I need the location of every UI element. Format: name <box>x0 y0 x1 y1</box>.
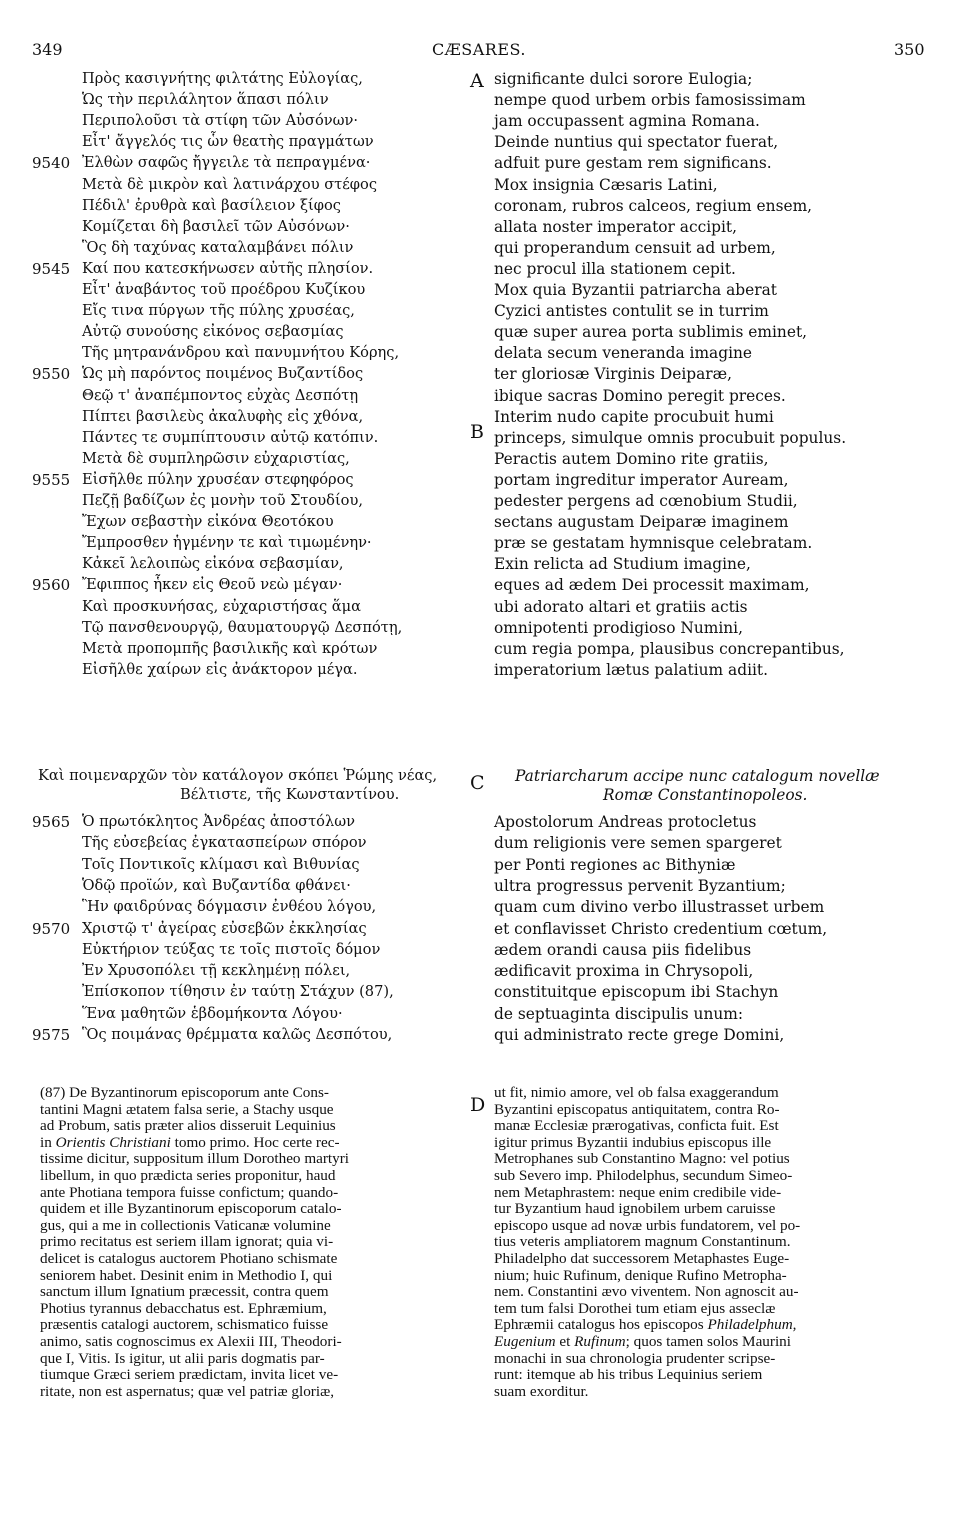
latin-verse-line: sectans augustam Deiparæ imaginem <box>494 513 789 531</box>
footnote-line: seniorem habet. Desinit enim in Methodio I, qui <box>40 1267 333 1284</box>
greek-verse-line: Καὶ προσκυνήσας, εὐχαριστήσας ἅμα <box>82 598 361 615</box>
greek-verse-line: Θεῷ τ' ἀναπέμποντος εὐχὰς Δεσπότῃ <box>82 387 359 404</box>
greek-verse-line: Ὃς ποιμάνας θρέμματα καλῶς Δεσπότου, <box>82 1026 393 1043</box>
footnote-line: tiumque Græci seriem prædictam, invita licet ve- <box>40 1366 339 1383</box>
footnote-line: nem. Constantini ævo viventem. Non agnoscit au- <box>494 1283 799 1300</box>
latin-verse-line: portam ingreditur imperator Auream, <box>494 471 789 489</box>
greek-verse-line: Κἀκεῖ λελοιπὼς εἰκόνα σεβασμίαν, <box>82 555 344 572</box>
greek-heading-line: Βέλτιστε, τῆς Κωνσταντίνου. <box>180 786 400 803</box>
margin-letter-c: C <box>470 772 485 794</box>
greek-verse-line: Ὁ πρωτόκλητος Ἀνδρέας ἀποστόλων <box>82 813 355 830</box>
latin-verse-line: nec procul illa stationem cepit. <box>494 260 736 278</box>
latin-verse-line: eques ad ædem Dei processit maximam, <box>494 576 810 594</box>
footnote-line: libellum, in quo prædicta series proponitur, haud <box>40 1167 336 1184</box>
latin-verse-line: nempe quod urbem orbis famosissimam <box>494 91 806 109</box>
footnote-line: suam exorditur. <box>494 1383 589 1400</box>
greek-verse-line: Ἣν φαιδρύνας δόγμασιν ἐνθέου λόγου, <box>82 898 377 915</box>
footnote-line: monachi in sua chronologia prudenter scripse- <box>494 1350 776 1367</box>
greek-verse-line: Πέδιλ' ἐρυθρὰ καὶ βασίλειον ξίφος <box>82 197 341 214</box>
footnote-line: tantini Magni ætatem falsa serie, a Stachy usque <box>40 1101 334 1118</box>
footnote-line: sanctum illum Ignatium præcessit, contra quem <box>40 1283 329 1300</box>
latin-verse-line: significante dulci sorore Eulogia; <box>494 70 753 88</box>
footnote-line: ritate, non est aspernatus; quæ vel patriæ gloriæ, <box>40 1383 334 1400</box>
latin-verse-line: cum regia pompa, plausibus concrepantibus, <box>494 640 845 658</box>
latin-verse-line: princeps, simulque omnis procubuit populus. <box>494 429 847 447</box>
latin-verse-line: delata secum veneranda imagine <box>494 344 753 362</box>
greek-verse-line: Ὡς τὴν περιλάλητον ἅπασι πόλιν <box>82 91 329 108</box>
footnote-line: tur Byzantium haud ignobilem urbem caruisse <box>494 1200 776 1217</box>
latin-verse-line: qui administrato recte grege Domini, <box>494 1026 785 1044</box>
greek-verse-line: Εἶτ' ἄγγελός τις ὧν θεατὴς πραγμάτων <box>82 133 374 150</box>
footnote-line: Metrophanes sub Constantino Magno: vel potius <box>494 1150 790 1167</box>
greek-verse-line: Ἐλθὼν σαφῶς ἤγγειλε τὰ πεπραγμένα· <box>82 154 371 171</box>
left-page-number: 349 <box>32 40 63 59</box>
greek-verse-line: Τῷ πανσθενουργῷ, θαυματουργῷ Δεσπότῃ, <box>82 619 403 636</box>
latin-verse-line: imperatorium lætus palatium adiit. <box>494 661 768 679</box>
verse-number: 9555 <box>32 471 71 489</box>
footnote-line: ad Probum, satis præter alios disseruit Lequinius <box>40 1117 336 1134</box>
greek-verse-line: Ἐν Χρυσοπόλει τῇ κεκλημένῃ πόλει, <box>82 962 351 979</box>
verse-number: 9565 <box>32 813 71 831</box>
latin-verse-line: jam occupassent agmina Romana. <box>494 112 760 130</box>
footnote-line: gus, qui a me in collectionis Vaticanæ volumine <box>40 1217 331 1234</box>
footnote-line: tem tum falsi Dorothei tum etiam ejus asseclæ <box>494 1300 776 1317</box>
latin-verse-line: qui properandum censuit ad urbem, <box>494 239 776 257</box>
footnote-line: sub Severo imp. Philodelphus, secundum Simeo- <box>494 1167 793 1184</box>
right-page-number: 350 <box>894 40 925 59</box>
greek-verse-line: Τῆς μητρανάνδρου καὶ πανυμνήτου Κόρης, <box>82 344 400 361</box>
greek-verse-line: Ὃς δὴ ταχύνας καταλαμβάνει πόλιν <box>82 239 354 256</box>
greek-verse-line: Ὁδῷ προϊών, καὶ Βυζαντίδα φθάνει· <box>82 877 351 894</box>
greek-verse-line: Ἕνα μαθητῶν ἑβδομήκοντα Λόγου· <box>82 1005 343 1022</box>
verse-number: 9545 <box>32 260 71 278</box>
greek-verse-line: Ὡς μὴ παρόντος ποιμένος Βυζαντίδος <box>82 365 364 382</box>
footnote-line: nem Metaphrastem: neque enim credibile vide- <box>494 1184 782 1201</box>
latin-verse-line: allata noster imperator accipit, <box>494 218 737 236</box>
greek-verse-line: Ἔμπροσθεν ἡγμένην τε καὶ τιμωμένην· <box>82 534 372 551</box>
latin-verse-line: pedester pergens ad cœnobium Studii, <box>494 492 798 510</box>
greek-verse-line: Πάντες τε συμπίπτουσιν αὐτῷ κατόπιν. <box>82 429 379 446</box>
greek-verse-line: Τοῖς Ποντικοῖς κλίμασι καὶ Βιθυνίας <box>82 856 360 873</box>
latin-verse-line: coronam, rubros calceos, regium ensem, <box>494 197 813 215</box>
greek-verse-line: Αὐτῷ συνούσης εἰκόνος σεβασμίας <box>82 323 344 340</box>
footnote-line: igitur primus Byzantii indubius episcopus ille <box>494 1134 772 1151</box>
footnote-line: Ephræmii catalogus hos episcopos Philadelphum, <box>494 1316 797 1333</box>
latin-verse-line: ædificavit proxima in Chrysopoli, <box>494 962 754 980</box>
footnote-line: Byzantini episcopatus antiquitatem, contra Ro- <box>494 1101 780 1118</box>
latin-verse-line: Mox quia Byzantii patriarcha aberat <box>494 281 777 299</box>
footnote-line: animo, satis cognoscimus ex Alexii III, Theodori- <box>40 1333 342 1350</box>
latin-verse-line: omnipotenti prodigioso Numini, <box>494 619 743 637</box>
latin-verse-line: Deinde nuntius qui spectator fuerat, <box>494 133 779 151</box>
footnote-line: delicet is catalogus auctorem Photiano schismate <box>40 1250 338 1267</box>
footnote-line: manæ Ecclesiæ prærogativas, conficta fuit. Est <box>494 1117 779 1134</box>
latin-heading-line: Patriarcharum accipe nunc catalogum novellæ <box>515 767 880 785</box>
footnote-line: runt: itemque ab his tribus Lequinius seriem <box>494 1366 763 1383</box>
margin-letter-a: A <box>470 70 484 92</box>
latin-verse-line: et conflavisset Christo credentium cœtum, <box>494 920 828 938</box>
footnote-line: Philadelpho dat successorem Metaphastes Euge- <box>494 1250 790 1267</box>
footnote-line: primo recitatus est seriem illam ignorat; quia vi- <box>40 1233 334 1250</box>
latin-verse-line: de septuaginta discipulis unum: <box>494 1005 744 1023</box>
greek-verse-line: Μετὰ προπομπῆς βασιλικῆς καὶ κρότων <box>82 640 378 657</box>
greek-verse-line: Κομίζεται δὴ βασιλεῖ τῶν Αὐσόνων· <box>82 218 350 235</box>
latin-verse-line: Peractis autem Domino rite gratiis, <box>494 450 769 468</box>
verse-number: 9550 <box>32 365 71 383</box>
latin-verse-line: ter gloriosæ Virginis Deiparæ, <box>494 365 733 383</box>
footnote-line: tissime dicitur, suppositum illum Dorotheo martyri <box>40 1150 350 1167</box>
greek-verse-line: Πρὸς κασιγνήτης φιλτάτης Εὐλογίας, <box>82 70 363 87</box>
latin-heading-line: Romæ Constantinopoleos. <box>603 786 808 804</box>
greek-verse-line: Εὐκτήριον τεύξας τε τοῖς πιστοῖς δόμον <box>82 941 381 958</box>
greek-verse-line: Μετὰ δὲ μικρὸν καὶ λατινάρχου στέφος <box>82 176 377 193</box>
greek-verse-line: Εἰσῆλθε χαίρων εἰς ἀνάκτορον μέγα. <box>82 661 358 678</box>
greek-verse-line: Ἐπίσκοπον τίθησιν ἐν ταύτῃ Στάχυν (87), <box>82 983 394 1000</box>
footnote-line: que I, Vitis. Is igitur, ut alii paris dogmatis par- <box>40 1350 325 1367</box>
footnote-line: præsentis catalogi auctorem, schismatico fuisse <box>40 1316 329 1333</box>
greek-verse-line: Καί που κατεσκήνωσεν αὐτῆς πλησίον. <box>82 260 374 277</box>
footnote-line: (87) De Byzantinorum episcoporum ante Cons- <box>40 1084 329 1101</box>
latin-verse-line: Cyzici antistes contulit se in turrim <box>494 302 769 320</box>
latin-verse-line: Apostolorum Andreas protocletus <box>494 813 757 831</box>
latin-verse-line: ædem orandi causa piis fidelibus <box>494 941 752 959</box>
latin-verse-line: constituitque episcopum ibi Stachyn <box>494 983 779 1001</box>
margin-letter-b: B <box>470 421 484 443</box>
verse-number: 9575 <box>32 1026 71 1044</box>
greek-verse-line: Εἰσῆλθε πύλην χρυσέαν στεφηφόρος <box>82 471 354 488</box>
verse-number: 9570 <box>32 920 71 938</box>
latin-verse-line: dum religionis vere semen spargeret <box>494 834 782 852</box>
footnote-line: ut fit, nimio amore, vel ob falsa exaggerandum <box>494 1084 779 1101</box>
footnote-line: quidem et ille Byzantinorum episcoporum catalo- <box>40 1200 342 1217</box>
greek-verse-line: Εἴς τινα πύργων τῆς πύλης χρυσέας, <box>82 302 355 319</box>
greek-heading-line: Καὶ ποιμεναρχῶν τὸν κατάλογον σκόπει Ῥώμης νέας, <box>38 767 438 784</box>
greek-verse-line: Τῆς εὐσεβείας ἐγκατασπείρων σπόρον <box>82 834 367 851</box>
latin-verse-line: ubi adorato altari et gratiis actis <box>494 598 748 616</box>
running-title: CÆSARES. <box>432 40 526 59</box>
greek-verse-line: Μετὰ δὲ συμπληρῶσιν εὐχαριστίας, <box>82 450 350 467</box>
latin-verse-line: ultra progressus pervenit Byzantium; <box>494 877 786 895</box>
latin-verse-line: ibique sacras Domino peregit preces. <box>494 387 786 405</box>
greek-verse-line: Πίπτει βασιλεὺς ἀκαλυφὴς εἰς χθόνα, <box>82 408 364 425</box>
footnote-line: Eugenium et Rufinum; quos tamen solos Maurini <box>494 1333 791 1350</box>
greek-verse-line: Ἔφιππος ἧκεν εἰς Θεοῦ νεὼ μέγαν· <box>82 576 343 593</box>
verse-number: 9540 <box>32 154 71 172</box>
greek-verse-line: Ἔχων σεβαστὴν εἰκόνα Θεοτόκου <box>82 513 334 530</box>
latin-verse-line: præ se gestatam hymnisque celebratam. <box>494 534 813 552</box>
footnote-line: ante Photiana tempora fuisse confictum; quando- <box>40 1184 339 1201</box>
latin-verse-line: per Ponti regiones ac Bithyniæ <box>494 856 736 874</box>
margin-letter-d: D <box>470 1094 486 1116</box>
footnote-line: episcopo usque ad novæ urbis fundatorem, vel po- <box>494 1217 801 1234</box>
greek-verse-line: Χριστῷ τ' ἀγείρας εὐσεβῶν ἐκκλησίας <box>82 920 367 937</box>
latin-verse-line: Mox insignia Cæsaris Latini, <box>494 176 718 194</box>
latin-verse-line: quæ super aurea porta sublimis eminet, <box>494 323 808 341</box>
greek-verse-line: Εἶτ' ἀναβάντος τοῦ προέδρου Κυζίκου <box>82 281 366 298</box>
greek-verse-line: Πεζῇ βαδίζων ἐς μονὴν τοῦ Στουδίου, <box>82 492 363 509</box>
footnote-line: tius veteris ampliatorem magnum Constantinum. <box>494 1233 791 1250</box>
greek-verse-line: Περιπολοῦσι τὰ στίφη τῶν Αὐσόνων· <box>82 112 359 129</box>
verse-number: 9560 <box>32 576 71 594</box>
latin-verse-line: Interim nudo capite procubuit humi <box>494 408 774 426</box>
latin-verse-line: Exin relicta ad Studium imagine, <box>494 555 751 573</box>
footnote-line: nium; huic Rufinum, denique Rufino Metropha- <box>494 1267 787 1284</box>
footnote-line: Photius tyrannus debacchatus est. Ephræmium, <box>40 1300 327 1317</box>
latin-verse-line: adfuit pure gestam rem significans. <box>494 154 772 172</box>
footnote-line: in Orientis Christiani tomo primo. Hoc certe rec- <box>40 1134 340 1151</box>
latin-verse-line: quam cum divino verbo illustrasset urbem <box>494 898 825 916</box>
